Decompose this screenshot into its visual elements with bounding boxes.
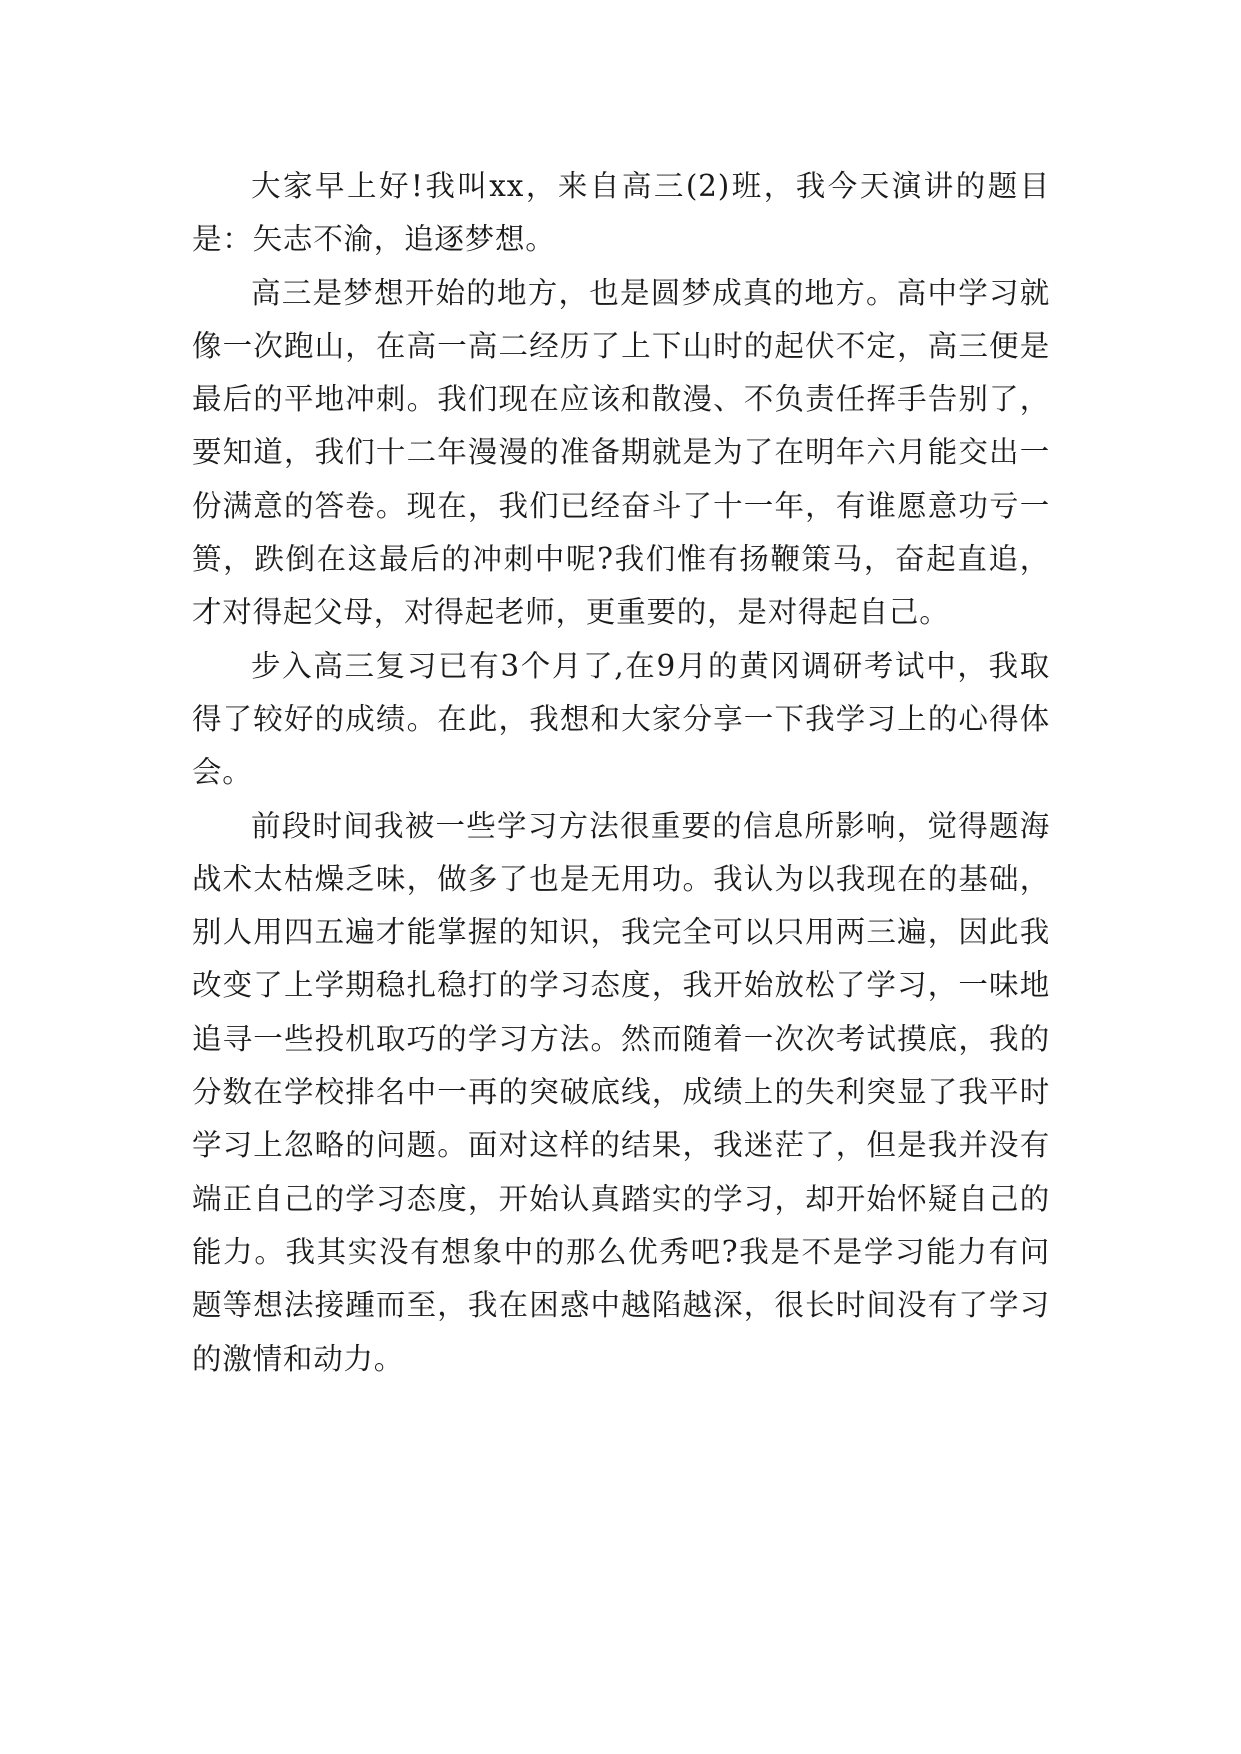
paragraph-reflection: 前段时间我被一些学习方法很重要的信息所影响，觉得题海战术太枯燥乏味，做多了也是无用功。我认为以我现在的基础，别人用四五遍才能掌握的知识，我完全可以只用两三遍，因此我改变了上学期稳扎稳打的学习态度，我开始放松了学习，一味地追寻一些投机取巧的学习方法。然而随着一次次考试摸底，我的分数在学校排名中一再的突破底线，成绩上的失利突显了我平时学习上忽略的问题。面对这样的结果，我迷茫了，但是我并没有端正自己的学习态度，开始认真踏实的学习，却开始怀疑自己的能力。我其实没有想象中的那么优秀吧?我是不是学习能力有问题等想法接踵而至，我在困惑中越陷越深，很长时间没有了学习的激情和动力。 (192, 808, 1050, 1376)
paragraph-results: 步入高三复习已有3个月了,在9月的黄冈调研考试中，我取得了较好的成绩。在此，我想和大家分享一下我学习上的心得体会。 (192, 648, 1050, 790)
document-body (192, 160, 1050, 1386)
paragraph-dream: 高三是梦想开始的地方，也是圆梦成真的地方。高中学习就像一次跑山，在高一高二经历了上下山时的起伏不定，高三便是最后的平地冲刺。我们现在应该和散漫、不负责任挥手告别了，要知道，我们十二年漫漫的准备期就是为了在明年六月能交出一份满意的答卷。现在，我们已经奋斗了十一年，有谁愿意功亏一篑，跌倒在这最后的冲刺中呢?我们惟有扬鞭策马，奋起直追，才对得起父母，对得起老师，更重要的，是对得起自己。 (192, 275, 1050, 630)
paragraph-greeting: 大家早上好!我叫xx，来自高三(2)班，我今天演讲的题目是：矢志不渝，追逐梦想。 (192, 169, 1050, 257)
